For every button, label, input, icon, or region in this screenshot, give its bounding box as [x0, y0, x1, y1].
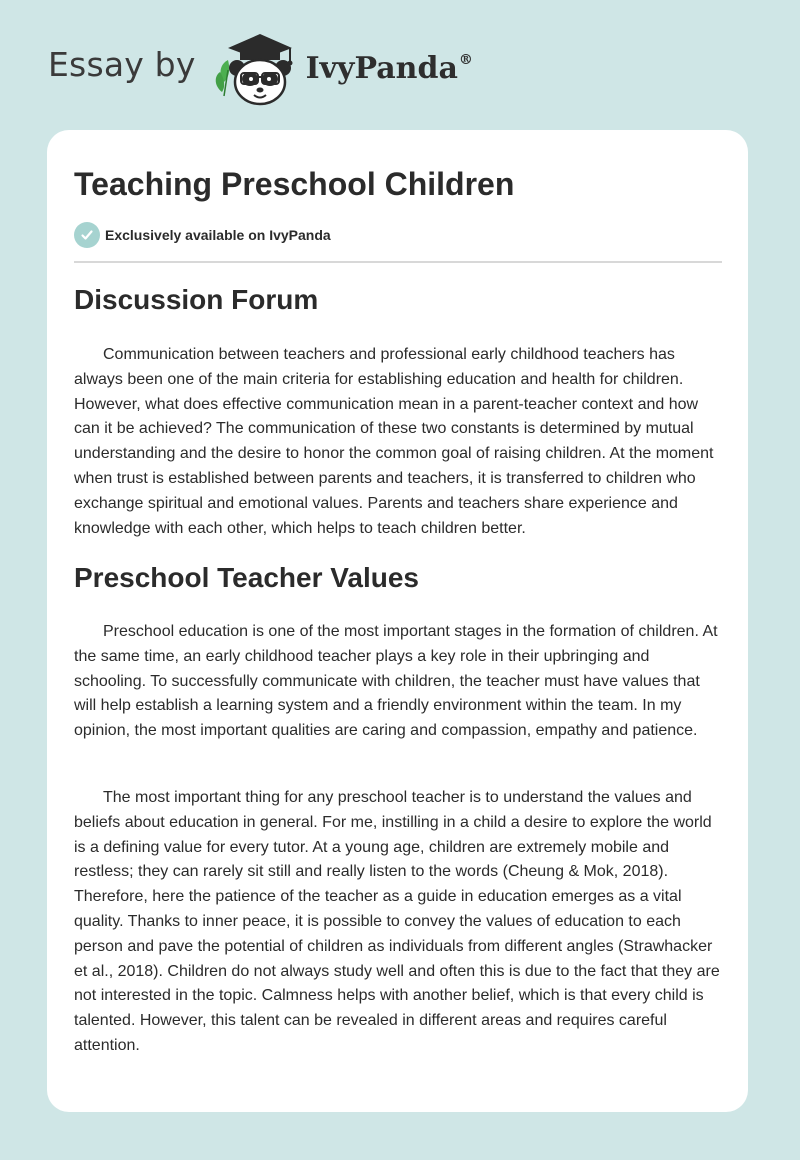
page-title: Teaching Preschool Children [74, 166, 515, 202]
paragraph: Preschool education is one of the most important stages in the formation of children. At the same time, an early childhood teacher plays a key role in their upbringing and schooling. To successfully communicate with children, the teacher must have values that will help establish a learning system and a friendly environment within the team. In my opinion, the most important qualities are caring and compassion, empathy and patience. [74, 623, 718, 740]
section-heading-preschool-teacher-values: Preschool Teacher Values [74, 562, 419, 593]
title-divider [74, 261, 722, 263]
panda-logo-icon[interactable] [210, 30, 300, 110]
essay-by-label: Essay by [48, 44, 196, 84]
registered-mark: ® [458, 51, 473, 68]
check-icon [74, 222, 100, 248]
paragraph: The most important thing for any preschool teacher is to understand the values and beliefs about education in general. For me, instilling in a child a desire to explore the world is a defining value for every tutor. At a young age, children are extremely mobile and restless; they can rarely sit still and really listen to the words (Cheung & Mok, 2018). Therefore, here the patience of the teacher as a guide in education emerges as a vital quality. Thanks to inner peace, it is possible to convey the values of education to each person and pave the potential of children as individuals from different angles (Strawhacker et al., 2018). Children do not always study well and often this is due to the fact that they are not interested in the topic. Calmness helps with another belief, which is that every child is talented. However, this talent can be revealed in different areas and requires careful attention. [74, 789, 720, 1054]
exclusive-badge [74, 222, 331, 248]
paragraph: Communication between teachers and professional early childhood teachers has always been one of the main criteria for establishing education and health for children. However, what does effective communication mean in a parent-teacher context and how can it be achieved? The communication of these two constants is determined by mutual understanding and the desire to honor the common goal of raising children. At the moment when trust is established between parents and teachers, it is transferred to children who exchange spiritual and emotional values. Parents and teachers share experience and knowledge with each other, which helps to teach children better. [74, 346, 714, 537]
brand-name[interactable]: IvyPanda® [305, 50, 473, 86]
section-heading-discussion-forum: Discussion Forum [74, 284, 319, 315]
site-header [48, 30, 473, 110]
essay-card [47, 130, 748, 1112]
exclusive-badge-label: Exclusively available on IvyPanda [105, 227, 331, 243]
